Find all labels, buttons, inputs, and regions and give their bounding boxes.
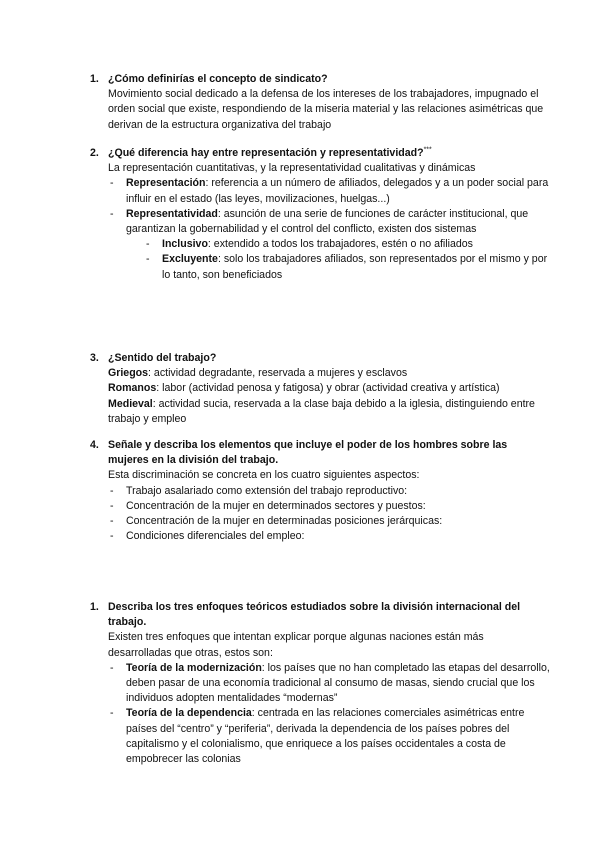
question-number: 2. xyxy=(90,147,99,159)
question-2 xyxy=(90,146,550,283)
question-5-heading xyxy=(90,600,550,630)
question-title: Señale y describa los elementos que incluye el poder de los hombres sobre las mujeres en la división del trabajo. xyxy=(108,439,508,467)
line-term: Medieval xyxy=(108,397,153,410)
line-term: Griegos xyxy=(108,367,149,380)
list-term: Teoría de la dependencia xyxy=(126,707,252,720)
list-term: Representatividad xyxy=(126,207,218,220)
question-number: 1. xyxy=(90,601,99,613)
list-dash: - xyxy=(110,661,114,674)
question-title: ¿Qué diferencia hay entre representación y representatividad? xyxy=(108,147,424,159)
line-text: : actividad sucia, reservada a la clase baja debido a la iglesia, distinguiendo entre trabajo y empleo xyxy=(108,397,535,425)
list-term: Inclusivo xyxy=(162,238,208,251)
list-dash: - xyxy=(110,515,114,528)
question-number: 4. xyxy=(90,439,99,451)
line-text: : labor (actividad penosa y fatigosa) y obrar (actividad creativa y artística) xyxy=(156,382,500,395)
title-mark: *** xyxy=(423,146,432,154)
answer-intro: Existen tres enfoques que intentan explicar porque algunas naciones están más desarrolladas que otras, estos son: xyxy=(108,631,484,659)
answer-line xyxy=(90,366,550,381)
list-text: Condiciones diferenciales del empleo: xyxy=(126,530,305,543)
list-item xyxy=(90,207,550,237)
list-dash: - xyxy=(146,238,150,251)
list-text: : centrada en las relaciones comerciales asimétricas entre países del “centro” y “periferia”, derivada la dependencia de los países pobres del capitalismo y el colonialismo, que enriquece a los países occidentales a costa de empobrecer las colonias xyxy=(126,707,525,766)
list-dash: - xyxy=(110,499,114,512)
list-item xyxy=(90,706,550,767)
answer-line xyxy=(90,381,550,396)
answer-text: Movimiento social dedicado a la defensa de los intereses de los trabajadores, impugnado el orden social que existe, respondiendo de la miseria material y las relaciones asimétricas que derivan de la estructura organizativa del trabajo xyxy=(108,88,544,131)
list-item xyxy=(90,176,550,206)
line-text: : actividad degradante, reservada a mujeres y esclavos xyxy=(148,367,408,380)
sub-list-item xyxy=(90,252,550,282)
question-title: Describa los tres enfoques teóricos estudiados sobre la división internacional del trabajo. xyxy=(108,601,521,629)
list-item xyxy=(90,514,550,529)
list-item xyxy=(90,484,550,499)
list-text: Trabajo asalariado como extensión del trabajo reproductivo: xyxy=(126,484,408,497)
question-title: ¿Sentido del trabajo? xyxy=(108,352,217,364)
list-dash: - xyxy=(110,484,114,497)
list-dash: - xyxy=(110,177,114,190)
question-1-heading xyxy=(90,72,550,87)
list-item xyxy=(90,499,550,514)
list-item xyxy=(90,661,550,707)
list-term: Excluyente xyxy=(162,253,218,266)
question-5 xyxy=(90,600,550,767)
question-number: 1. xyxy=(90,73,99,85)
question-1 xyxy=(90,72,550,133)
list-dash: - xyxy=(110,707,114,720)
question-4 xyxy=(90,438,550,544)
list-text: Concentración de la mujer en determinadas posiciones jerárquicas: xyxy=(126,515,443,528)
list-text: Concentración de la mujer en determinados sectores y puestos: xyxy=(126,499,426,512)
list-term: Representación xyxy=(126,177,206,190)
list-item xyxy=(90,529,550,544)
question-title: ¿Cómo definirías el concepto de sindicato? xyxy=(108,73,328,85)
question-3-heading xyxy=(90,351,550,366)
question-number: 3. xyxy=(90,352,99,364)
list-dash: - xyxy=(110,530,114,543)
list-text: : solo los trabajadores afiliados, son representados por el mismo y por lo tanto, son beneficiados xyxy=(162,253,548,281)
answer-line xyxy=(90,397,550,427)
sub-list-item xyxy=(90,237,550,252)
line-term: Romanos xyxy=(108,382,157,395)
answer-intro: Esta discriminación se concreta en los cuatro siguientes aspectos: xyxy=(108,469,420,482)
question-2-heading xyxy=(90,146,550,161)
answer-intro: La representación cuantitativas, y la representatividad cualitativas y dinámicas xyxy=(108,162,476,175)
question-4-heading xyxy=(90,438,550,468)
question-3 xyxy=(90,351,550,427)
list-text: : extendido a todos los trabajadores, estén o no afiliados xyxy=(207,238,473,251)
list-text: : referencia a un número de afiliados, delegados y a un poder social para influir en el estado (las leyes, movilizaciones, huelgas...) xyxy=(126,177,549,205)
list-text: : asunción de una serie de funciones de carácter institucional, que garantizan la gobernabilidad y el control del conflicto, existen dos sistemas xyxy=(126,207,529,236)
list-dash: - xyxy=(110,207,114,220)
list-text: : los países que no han completado las etapas del desarrollo, deben pasar de una economía tradicional al consumo de masas, siendo crucial que los individuos adopten mentalidades “modernas” xyxy=(126,661,550,705)
list-term: Teoría de la modernización xyxy=(126,661,262,674)
list-dash: - xyxy=(146,253,150,266)
